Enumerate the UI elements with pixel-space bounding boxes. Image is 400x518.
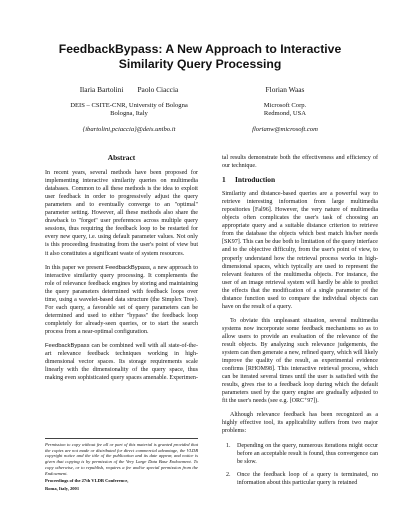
intro-paragraph-1: Similarity and distance-based queries are a powerful way to retrieve interesting information from large multimedia repositories [Fal96]. However, the very nature of multimedia objects often complicates the user's task of choosing an appropriate query and a suitable distance criterion to retrieve from the database the objects which best match his/her needs [SK97]. This can be due both to limitation of the query interface and to the objective difficulty, from the user's point of view, to properly understand how the retrieval process works in high-dimensional spaces, which typically are used to represent the relevant features of the multimedia objects. For instance, the user of an image retrieval system will hardly be able to predict the effects that the modification of a single parameter of the distance function used to compare the individual objects can have on the result of a query. — [222, 191, 378, 310]
author-affiliation: DEIS – CSITE-CNR, University of Bologna — [70, 101, 188, 109]
author-location: Redmond, USA — [263, 110, 307, 118]
list-item — [222, 442, 378, 466]
abstract-paragraph-3 — [45, 342, 198, 382]
section-title: Introduction — [235, 175, 276, 185]
problem-list — [222, 442, 378, 487]
abstract-text: can be combined well with all state-of-the-art relevance feedback techniques working in high-dimensional vector spaces. Its storage requirements scale linearly with the dimensionality of the query space, thus making even sophisticated query spaces amenable. Experimen- — [45, 342, 198, 382]
system-name-term: FeedbackBypass — [105, 264, 150, 271]
list-item-text: Once the feedback loop of a query is terminated, no information about this particular query is retained — [237, 471, 378, 486]
abstract-paragraph-2 — [45, 264, 198, 336]
title-line-1 — [0, 42, 400, 57]
author-affiliation: Microsoft Corp. — [263, 101, 307, 109]
title-line-2: Similarity Query Processing — [118, 57, 282, 71]
intro-paragraph-2: To obviate this unpleasant situation, several multimedia systems now incorporate some feedback mechanisms so as to allow users to provide an evaluation of the relevance of the result objects. By analyzing such relevance judgements, the system can then generate a new, refined query, which will likely improve the quality of the result, as experimental evidence confirms [RHOM98]. This interactive retrieval process, which can be iterated several times until the user is satisfied with the results, gives rise to a feedback loop during which the default parameters used by the query engine are gradually adjusted to fit the user's needs (see e.g. [ORC⁺97]). — [222, 317, 378, 405]
abstract-continuation: tal results demonstrate both the effectiveness and efficiency of our technique. — [222, 155, 378, 170]
author-name: Florian Waas — [265, 85, 305, 94]
abstract-text: In this paper we present — [45, 264, 106, 271]
list-item-number: 2. — [226, 471, 231, 478]
proceedings-location: Roma, Italy, 2001 — [45, 486, 80, 492]
intro-paragraph-3: Although relevance feedback has been recognized as a highly effective tool, its applicability suffers from two major problems: — [222, 412, 378, 435]
author-email: florianw@microsoft.com — [252, 126, 318, 134]
copyright-footnote — [45, 438, 198, 492]
section-heading-introduction — [222, 176, 378, 184]
section-number: 1 — [222, 175, 226, 185]
title-line-1-rest: : A New Approach to Interactive — [158, 42, 342, 56]
list-item — [222, 471, 378, 487]
system-name-term: FeedbackBypass — [45, 342, 90, 349]
author-name: Ilaria Bartolini — [79, 85, 124, 94]
list-item-number: 1. — [226, 442, 231, 449]
author-name: Paolo Ciaccia — [137, 85, 179, 94]
author-location: Bologna, Italy — [110, 110, 148, 118]
permission-notice: Permission to copy without fee all or part of this material is granted provided that the copies are not made or distributed for direct commercial advantage, the VLDB copyright notice and the title of the publication and its date appear, and notice is given that copying is by permission of the Very Large Data Base Endowment. To copy otherwise, or to republish, requires a fee and/or special permission from the Endowment. — [45, 442, 198, 476]
author-email: {ibartolini,pciaccia}@deis.unibo.it — [82, 126, 176, 134]
proceedings-line: Proceedings of the 27th VLDB Conference, — [45, 478, 129, 484]
author-names-bologna — [60, 86, 198, 95]
abstract-text: , a new approach to interactive similarity query processing. It complements the role of relevance feedback engines by storing and maintaining the query parameters determined with feedback loops over time, using a wavelet-based data structure (the Simplex Tree). For each query, a favorable set of query parameters can be determined and used to either "bypass" the feedback loop completely for already-seen queries, or to start the search process from a near-optimal configuration. — [45, 264, 198, 335]
title-system-name: FeedbackBypass — [58, 42, 159, 56]
author-group-microsoft — [226, 86, 344, 135]
left-column — [45, 154, 198, 388]
list-item-text: Depending on the query, numerous iterations might occur before an acceptable result is found, thus convergence can be slow. — [237, 442, 378, 465]
abstract-paragraph-1: In recent years, several methods have been proposed for implementing interactive similarity queries on multimedia databases. Common to all these methods is the idea to exploit user feedback in order to progressively adjust the query parameters and to eventually converge to an "optimal" parameter setting. However, all these methods also share the drawback to "forget" user preferences across multiple query sessions, thus requiring the feedback loop to be restarted for every new query, i.e. using default parameter values. Not only is this proceeding frustrating from the user's point of view but it also constitutes a significant waste of system resources. — [45, 170, 198, 257]
right-column — [222, 154, 378, 492]
author-group-bologna — [60, 86, 198, 135]
abstract-heading: Abstract — [107, 153, 136, 162]
paper-title — [0, 42, 400, 72]
